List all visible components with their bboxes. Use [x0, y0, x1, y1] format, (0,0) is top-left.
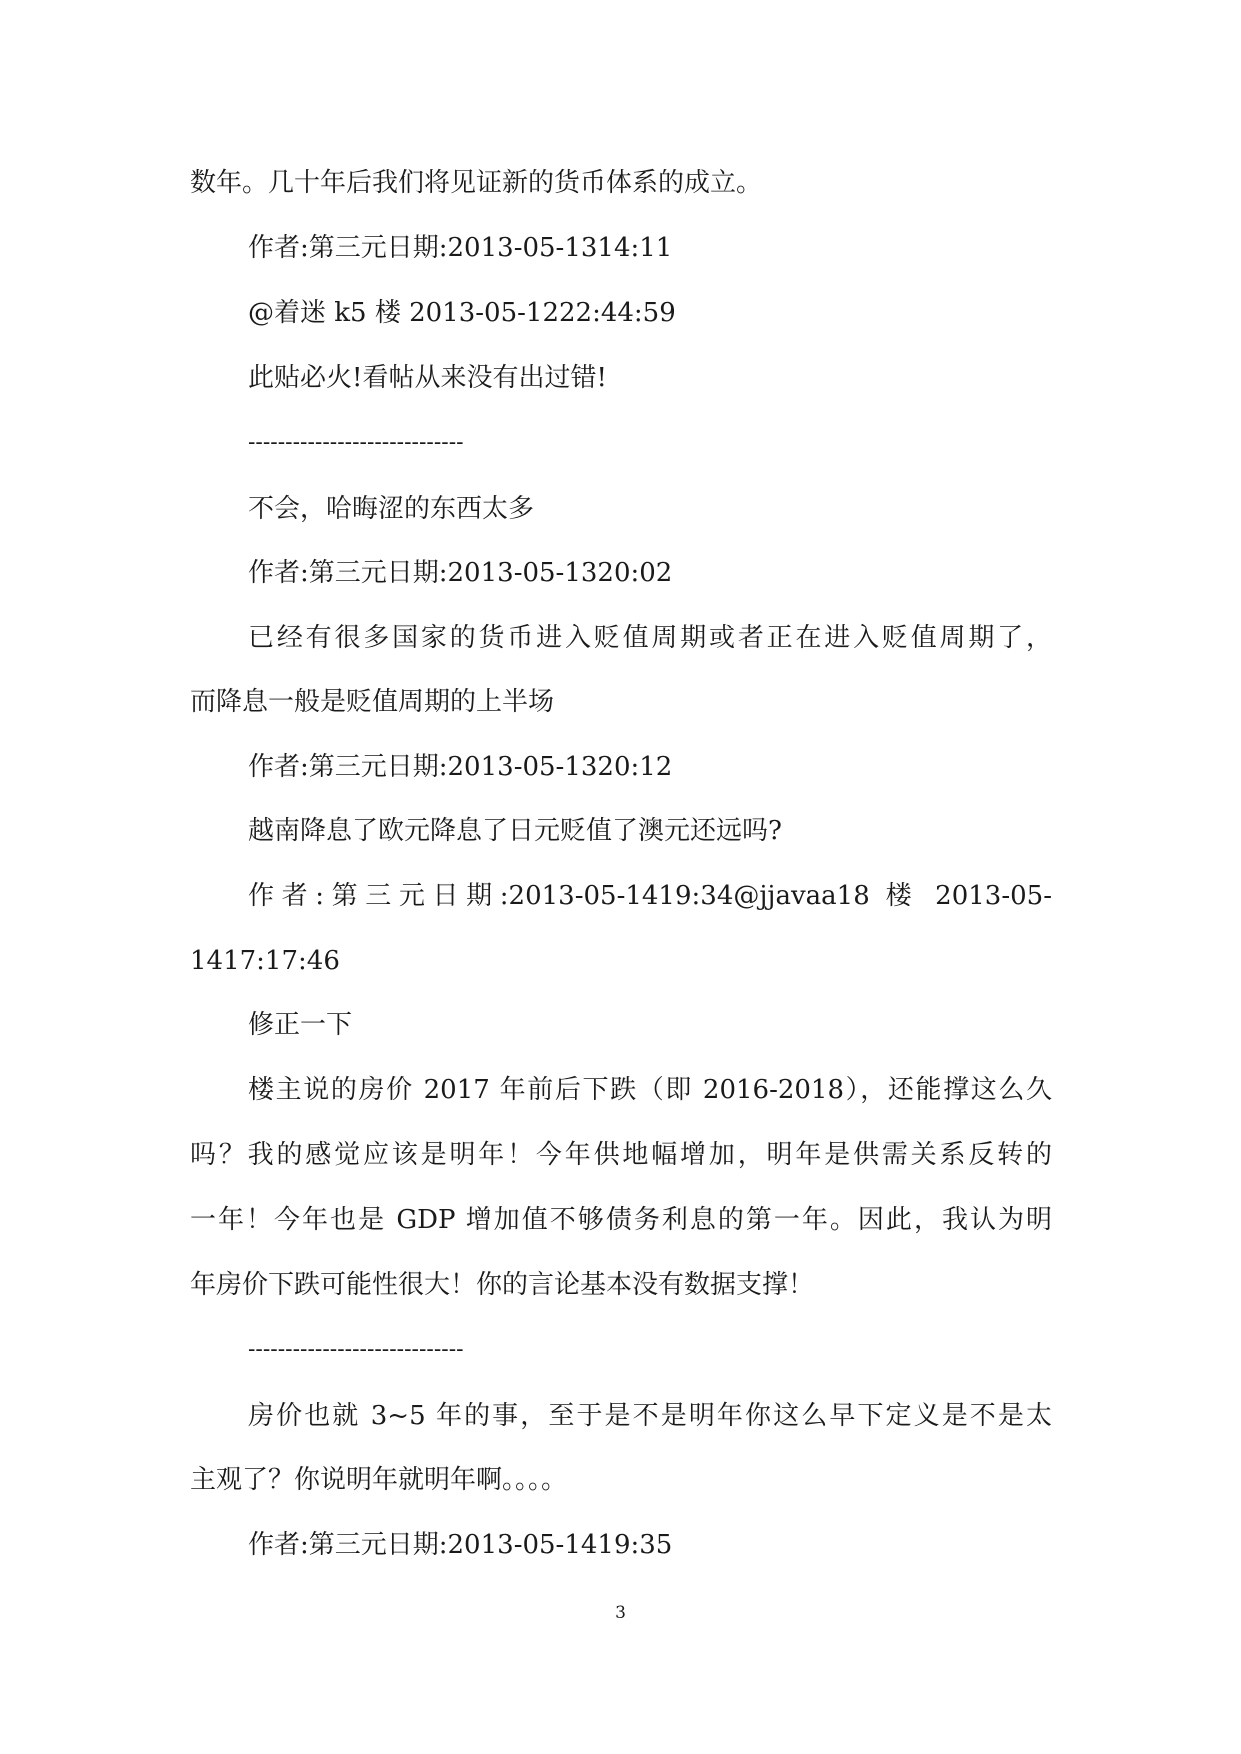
- body-text-line: 已经有很多国家的货币进入贬值周期或者正在进入贬值周期了，: [248, 623, 1052, 653]
- author-date-line-continued: 1417:17:46: [190, 946, 340, 976]
- body-text-line: 楼主说的房价 2017 年前后下跌（即 2016-2018），还能撑这么久: [248, 1075, 1052, 1105]
- author-date-line: 作者:第三元日期:2013-05-1314:11: [248, 233, 673, 263]
- body-text-line: 越南降息了欧元降息了日元贬值了澳元还远吗?: [248, 816, 782, 846]
- reply-text-line: 不会，哈晦涩的东西太多: [248, 494, 535, 524]
- divider-line: -----------------------------: [248, 1337, 464, 1362]
- author-date-line: 作者:第三元日期:2013-05-1419:35: [248, 1530, 673, 1560]
- body-text-line: 修正一下: [248, 1010, 353, 1040]
- author-date-line: 作者:第三元日期:2013-05-1419:34@jjavaa18 楼 2013-05-: [248, 881, 1052, 911]
- divider-line: -----------------------------: [248, 430, 464, 455]
- quoted-text-line: 此贴必火!看帖从来没有出过错!: [248, 363, 607, 393]
- body-text-line: 年房价下跌可能性很大！你的言论基本没有数据支撑！: [190, 1270, 815, 1300]
- page-number: 3: [615, 1603, 626, 1623]
- reply-text-line: 房价也就 3~5 年的事，至于是不是明年你这么早下定义是不是太: [248, 1401, 1052, 1431]
- quote-reference-line: @着迷 k5 楼 2013-05-1222:44:59: [248, 298, 676, 328]
- author-date-line: 作者:第三元日期:2013-05-1320:02: [248, 558, 673, 588]
- body-text-line: 一年！今年也是 GDP 增加值不够债务利息的第一年。因此，我认为明: [190, 1205, 1052, 1235]
- body-text-line: 吗？我的感觉应该是明年！今年供地幅增加，明年是供需关系反转的: [190, 1140, 1052, 1170]
- reply-text-line: 主观了？你说明年就明年啊。。。。: [190, 1465, 568, 1495]
- author-date-line: 作者:第三元日期:2013-05-1320:12: [248, 752, 673, 782]
- text-line: 数年。几十年后我们将见证新的货币体系的成立。: [190, 168, 763, 198]
- body-text-line: 而降息一般是贬值周期的上半场: [190, 687, 555, 717]
